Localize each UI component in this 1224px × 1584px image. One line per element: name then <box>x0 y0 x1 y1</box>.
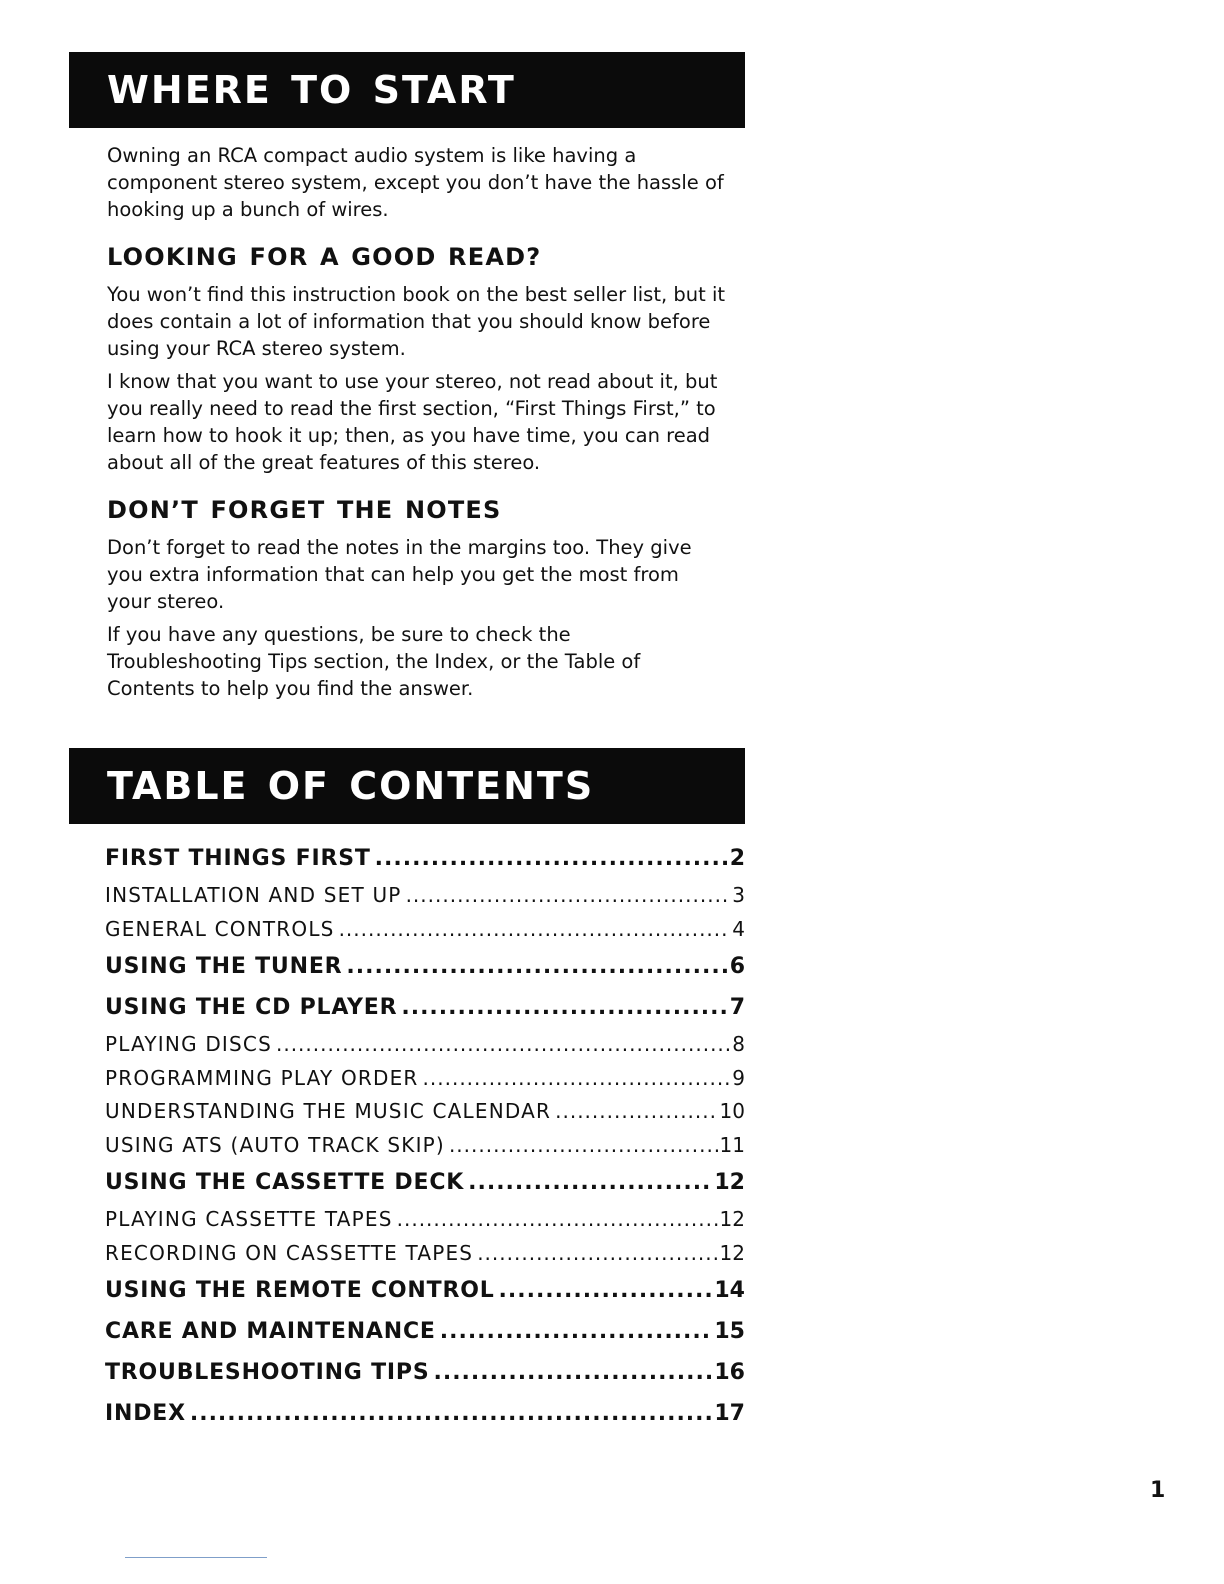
toc-entry[interactable] <box>105 1062 745 1096</box>
toc-entry-title: PLAYING DISCS <box>105 1032 272 1056</box>
toc-entry-page: 4 <box>732 916 745 941</box>
toc-leader-dots <box>375 838 728 879</box>
toc-entry-title: CARE AND MAINTENANCE <box>105 1319 436 1344</box>
dont-forget-notes-heading: DON’T FORGET THE NOTES <box>107 496 502 524</box>
toc-leader-dots <box>339 913 731 947</box>
toc-entry-title: USING THE CASSETTE DECK <box>105 1170 465 1195</box>
toc-entry-page: 10 <box>719 1099 745 1123</box>
toc-leader-dots <box>433 1352 712 1393</box>
toc-entry-page: 17 <box>714 1401 745 1426</box>
toc-leader-dots <box>401 987 727 1028</box>
toc-entry-page: 7 <box>729 995 745 1020</box>
toc-leader-dots <box>449 1129 718 1163</box>
where-to-start-heading: WHERE TO START <box>107 68 516 112</box>
toc-leader-dots <box>397 1203 718 1237</box>
toc-entry[interactable] <box>105 987 745 1028</box>
toc-entry-title: INDEX <box>105 1401 186 1426</box>
table-of-contents-banner <box>69 748 745 824</box>
toc-entry-title: PLAYING CASSETTE TAPES <box>105 1207 393 1231</box>
where-to-start-section <box>69 128 745 702</box>
notes-paragraph-1: Don’t forget to read the notes in the margins too. They give you extra information that can help you get the most from your stereo. <box>107 536 692 613</box>
toc-entry[interactable] <box>105 1095 745 1129</box>
toc-entry-title: GENERAL CONTROLS <box>105 916 335 941</box>
toc-entry[interactable] <box>105 1129 745 1163</box>
toc-entry-title: USING THE REMOTE CONTROL <box>105 1278 495 1303</box>
footer-rule <box>125 1557 267 1558</box>
toc-leader-dots <box>346 946 727 987</box>
toc-leader-dots <box>499 1270 713 1311</box>
toc-leader-dots <box>440 1311 713 1352</box>
toc-leader-dots <box>468 1162 712 1203</box>
toc-leader-dots <box>406 879 731 913</box>
toc-entry-title: USING ATS (AUTO TRACK SKIP) <box>105 1132 445 1157</box>
toc-entry-page: 12 <box>719 1240 745 1265</box>
where-to-start-banner <box>69 52 745 128</box>
toc-entry-page: 8 <box>732 1032 745 1056</box>
table-of-contents-heading: TABLE OF CONTENTS <box>107 764 595 808</box>
toc-entry-title: RECORDING ON CASSETTE TAPES <box>105 1240 474 1265</box>
good-read-paragraph-1: You won’t find this instruction book on the best seller list, but it does contain a lot of information that you should know before using your RCA stereo system. <box>107 283 726 360</box>
looking-for-a-good-read-heading: LOOKING FOR A GOOD READ? <box>107 243 542 271</box>
toc-entry[interactable] <box>105 946 745 987</box>
toc-entry-page: 2 <box>729 846 745 871</box>
page-number: 1 <box>1150 1478 1166 1503</box>
toc-entry[interactable] <box>105 913 745 947</box>
toc-entry-page: 6 <box>729 954 745 979</box>
intro-paragraph: Owning an RCA compact audio system is like having a component stereo system, except you don’t have the hassle of hooking up a bunch of wires. <box>107 144 724 221</box>
toc-leader-dots <box>276 1028 730 1062</box>
toc-entry-title: UNDERSTANDING THE MUSIC CALENDAR <box>105 1099 552 1123</box>
toc-entry[interactable] <box>105 838 745 879</box>
toc-entry-title: FIRST THINGS FIRST <box>105 846 371 871</box>
good-read-paragraph-2: I know that you want to use your stereo, not read about it, but you really need to read the first section, “First Things First,” to learn how to hook it up; then, as you have time, you can read about all of the great features of this stereo. <box>107 370 718 474</box>
toc-entry[interactable] <box>105 879 745 913</box>
toc-entry-title: USING THE CD PLAYER <box>105 995 398 1020</box>
page-content <box>69 52 745 1434</box>
toc-leader-dots <box>555 1095 717 1129</box>
notes-paragraph-2: If you have any questions, be sure to check the Troubleshooting Tips section, the Index, or the Table of Contents to help you find the answer. <box>107 623 641 700</box>
toc-entry[interactable] <box>105 1162 745 1203</box>
toc-entry[interactable] <box>105 1270 745 1311</box>
toc-entry-page: 9 <box>732 1065 745 1090</box>
toc-entry[interactable] <box>105 1393 745 1434</box>
toc-entry-title: INSTALLATION AND SET UP <box>105 883 402 907</box>
toc-entry-page: 12 <box>719 1207 745 1231</box>
toc-leader-dots <box>477 1237 717 1271</box>
toc-entry[interactable] <box>105 1028 745 1062</box>
toc-entry-page: 14 <box>714 1278 745 1303</box>
toc-entry-title: TROUBLESHOOTING TIPS <box>105 1360 430 1385</box>
toc-entry[interactable] <box>105 1237 745 1271</box>
toc-entry[interactable] <box>105 1203 745 1237</box>
toc-entry-page: 3 <box>732 883 745 907</box>
toc-leader-dots <box>423 1062 731 1096</box>
toc-entry[interactable] <box>105 1352 745 1393</box>
toc-entry-title: USING THE TUNER <box>105 954 343 979</box>
toc-entry[interactable] <box>105 1311 745 1352</box>
toc-entry-page: 15 <box>714 1319 745 1344</box>
toc-entry-title: PROGRAMMING PLAY ORDER <box>105 1065 419 1090</box>
toc-entry-page: 12 <box>714 1170 745 1195</box>
toc-list <box>69 824 745 1434</box>
toc-entry-page: 11 <box>719 1132 745 1157</box>
toc-entry-page: 16 <box>714 1360 745 1385</box>
toc-leader-dots <box>190 1393 713 1434</box>
